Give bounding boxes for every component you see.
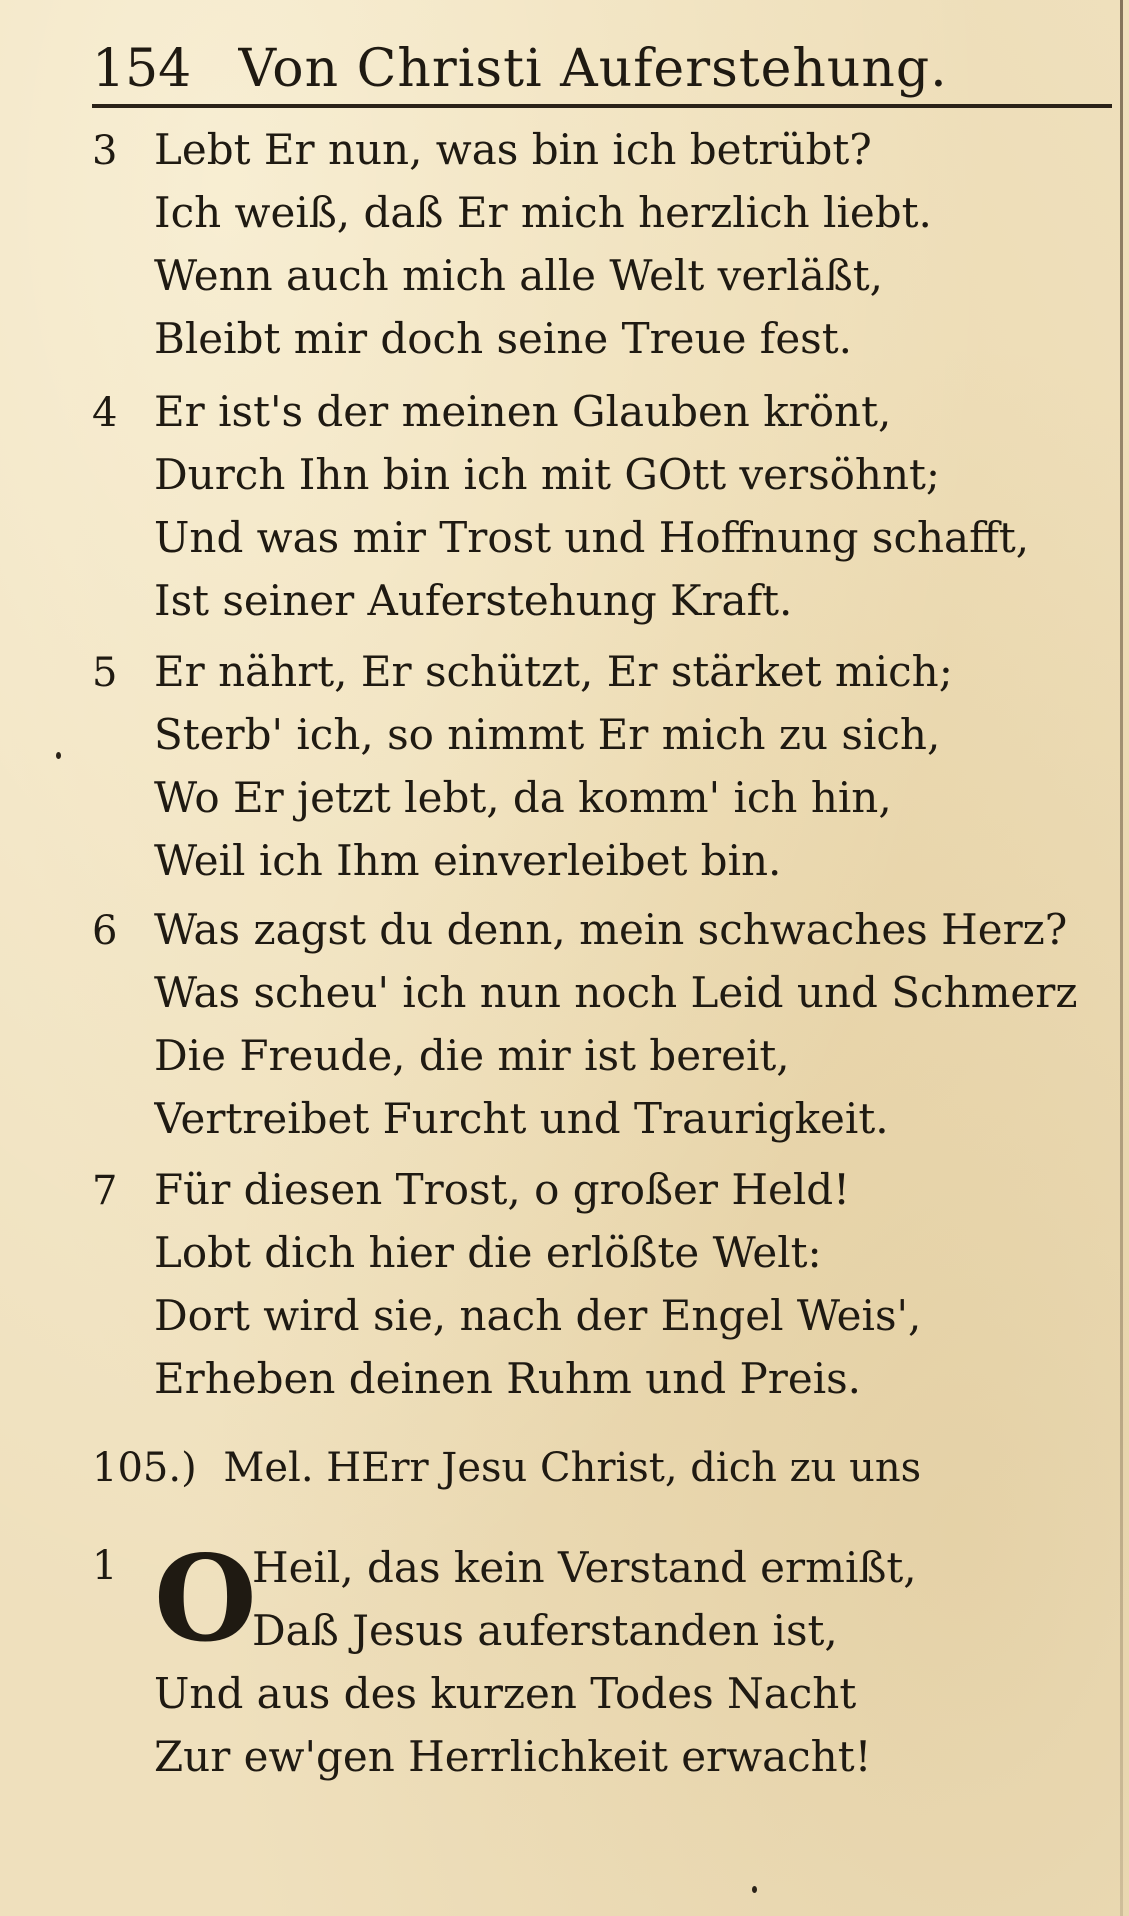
verse-line: Bleibt mir doch seine Treue fest. bbox=[154, 314, 852, 363]
verse-number: 6 bbox=[92, 908, 118, 954]
verse-line: Vertreibet Furcht und Traurigkeit. bbox=[154, 1094, 889, 1143]
verse-number: 4 bbox=[92, 390, 118, 436]
verse-number: 7 bbox=[92, 1168, 118, 1214]
verse-line: Für diesen Trost, o großer Held! bbox=[154, 1165, 851, 1214]
verse-line: Daß Jesus auferstanden ist, bbox=[252, 1606, 838, 1655]
verse-line: Wo Er jetzt lebt, da komm' ich hin, bbox=[154, 773, 892, 822]
verse-line: Durch Ihn bin ich mit GOtt versöhnt; bbox=[154, 450, 941, 499]
verse-line: Ist seiner Auferstehung Kraft. bbox=[154, 576, 793, 625]
verse-lines bbox=[154, 1158, 1114, 1410]
verse-line: Lebt Er nun, was bin ich betrübt? bbox=[154, 125, 872, 174]
page-edge-shadow bbox=[1120, 0, 1123, 1916]
ink-speck bbox=[56, 752, 61, 759]
verse-line: Ich weiß, daß Er mich herzlich liebt. bbox=[154, 188, 932, 237]
running-title: Von Christi Auferstehung. bbox=[238, 39, 948, 99]
verse-lines bbox=[154, 118, 1114, 370]
page-number: 154 bbox=[92, 39, 192, 99]
verse-number: 1 bbox=[92, 1543, 118, 1589]
verse-line: Erheben deinen Ruhm und Preis. bbox=[154, 1354, 862, 1403]
header-rule bbox=[92, 104, 1112, 108]
verse-lines-full bbox=[154, 1662, 1114, 1788]
verse-line: Heil, das kein Verstand ermißt, bbox=[252, 1543, 917, 1592]
drop-initial: O bbox=[154, 1529, 257, 1668]
verse-line: Was scheu' ich nun noch Leid und Schmerz bbox=[154, 968, 1078, 1017]
verse-number: 3 bbox=[92, 128, 118, 174]
hymn-number: 105.) bbox=[92, 1445, 197, 1491]
verse-line: Er nährt, Er schützt, Er stärket mich; bbox=[154, 647, 953, 696]
verse-line: Dort wird sie, nach der Engel Weis', bbox=[154, 1291, 922, 1340]
verse-line: Was zagst du denn, mein schwaches Herz? bbox=[154, 905, 1068, 954]
verse-line: Sterb' ich, so nimmt Er mich zu sich, bbox=[154, 710, 941, 759]
verse-lines bbox=[154, 898, 1114, 1150]
verse-number: 5 bbox=[92, 650, 118, 696]
verse-line: Und was mir Trost und Hoffnung schafft, bbox=[154, 513, 1030, 562]
verse-lines bbox=[154, 380, 1114, 632]
verse-line: Zur ew'gen Herrlichkeit erwacht! bbox=[154, 1732, 872, 1781]
verse-line: Weil ich Ihm einverleibet bin. bbox=[154, 836, 782, 885]
verse-line: Die Freude, die mir ist bereit, bbox=[154, 1031, 790, 1080]
melody-line: Mel. HErr Jesu Christ, dich zu uns bbox=[223, 1445, 922, 1491]
hymn-heading bbox=[92, 1438, 1122, 1498]
verse-lines bbox=[154, 640, 1114, 892]
verse-lines-indented bbox=[252, 1536, 1112, 1662]
ink-speck bbox=[752, 1886, 757, 1893]
verse-line: Er ist's der meinen Glauben krönt, bbox=[154, 387, 892, 436]
verse-line: Und aus des kurzen Todes Nacht bbox=[154, 1669, 857, 1718]
verse-line: Lobt dich hier die erlößte Welt: bbox=[154, 1228, 822, 1277]
page-header bbox=[92, 34, 1112, 104]
verse-line: Wenn auch mich alle Welt verläßt, bbox=[154, 251, 884, 300]
